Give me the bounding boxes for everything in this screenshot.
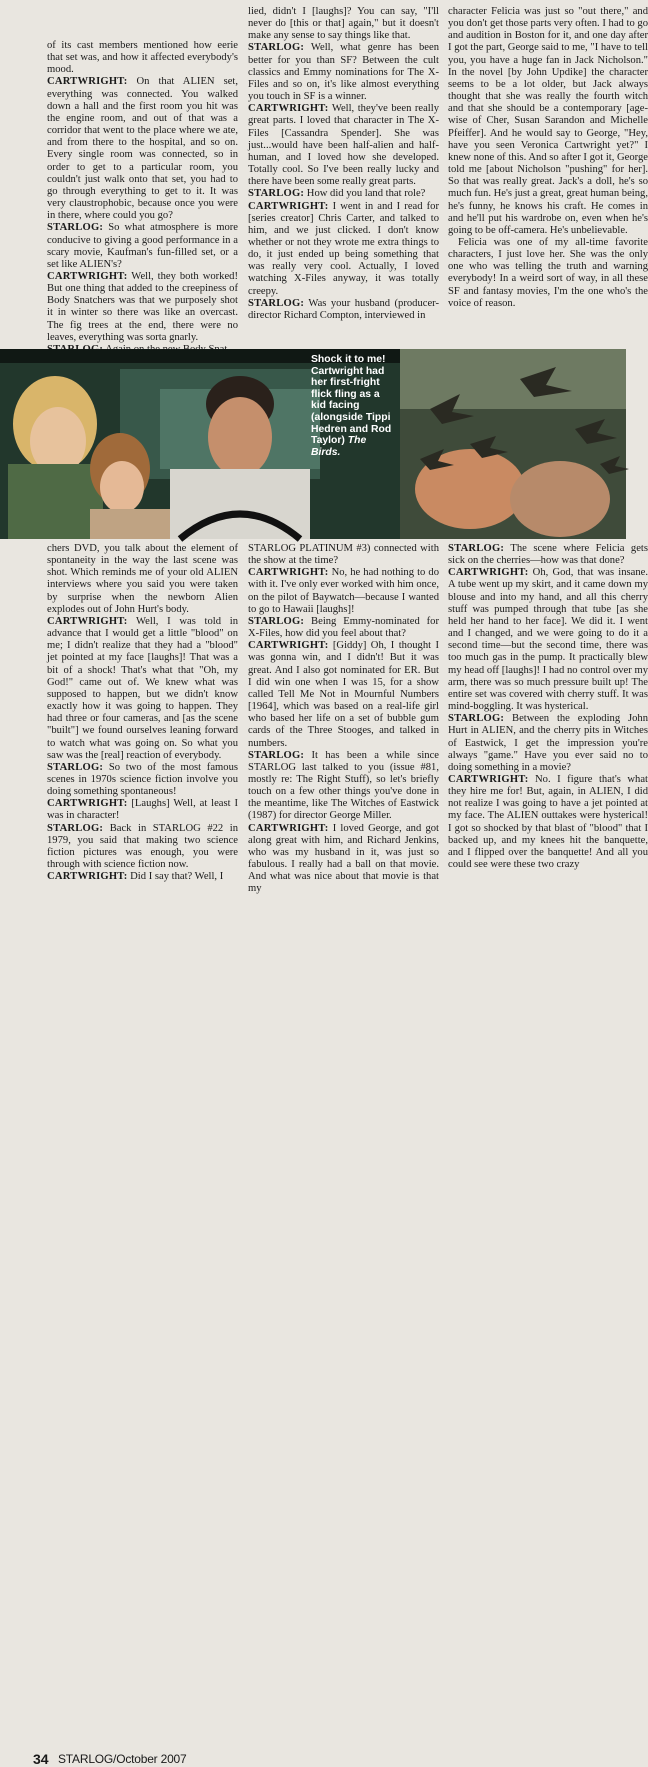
magazine-issue: STARLOG/October 2007 <box>58 1752 187 1766</box>
speaker-label: STARLOG: <box>248 42 305 54</box>
interview-paragraph <box>47 616 238 762</box>
speaker-label: CARTWRIGHT: <box>448 567 529 579</box>
speaker-label: CARTWRIGHT: <box>248 822 329 834</box>
speaker-label: STARLOG: <box>248 749 305 761</box>
body-paragraph <box>248 6 439 42</box>
speaker-label: STARLOG: <box>448 543 505 554</box>
paragraph-text: Being Emmy-nominated for X-Files, how did you feel about that? <box>248 615 439 640</box>
interview-paragraph <box>248 201 439 298</box>
speaker-label: CARTWRIGHT: <box>448 773 529 785</box>
speaker-label: STARLOG: <box>248 615 305 627</box>
interview-paragraph <box>448 543 648 567</box>
interview-paragraph <box>47 222 238 271</box>
page-footer <box>0 872 626 1767</box>
speaker-label: CARTWRIGHT: <box>248 103 329 115</box>
speaker-label: CARTWRIGHT: <box>47 76 128 88</box>
interview-paragraph <box>248 42 439 103</box>
paragraph-text: Well, what genre has been better for you than SF? Between the cult classics and Emmy nominations for The X-Files and so on, it's like almost everything you touch in SF is a winner. <box>248 42 439 103</box>
speaker-label: STARLOG: <box>448 713 505 725</box>
paragraph-text: Back in STARLOG #22 in 1979, you said that making two science fiction pictures was enough, you were through with science fiction now. <box>47 822 238 871</box>
interview-paragraph <box>448 713 648 774</box>
paragraph-text: STARLOG PLATINUM #3) connected with the show at the time? <box>248 543 439 567</box>
paragraph-text: Between the exploding John Hurt in ALIEN, and the cherry pits in Witches of Eastwick, I get the impression you're always "game." Have you ever said no to doing something in a movie? <box>448 713 648 773</box>
body-paragraph <box>47 543 238 616</box>
interview-paragraph <box>448 567 648 713</box>
paragraph-text: [Laughs] Well, at least I was in character! <box>47 798 238 822</box>
paragraph-text: character Felicia was just so "out there," and you don't get those parts very often. I had to go and audition in Boston for it, and one day after I got the part, George said to me, "I have to tell you, you have a huge fan in Jack Nicholson." In the novel [by John Updike] the character seems to be a lot older, but Jack always thought that she was really the fourth witch and that she should be a contemporary [age-wise of Cher, Susan Sarandon and Michelle Pfeiffer]. And he would say to George, "Hey, have you seen Veronica Cartwright yet?" I knew none of this. And so after I got it, George told me [about Nicholson "pushing" for her]. So that was really great. Jack's a doll, he's so much fun. He's just a great, great human being, he's funny, he knows his craft. He comes in and he'll put his wardrobe on, even when he's going to be off-camera. He's unbelievable. <box>448 6 648 236</box>
paragraph-text: The scene where Felicia gets sick on the cherries—how was that done? <box>448 543 648 567</box>
speaker-label: STARLOG: <box>248 188 305 200</box>
body-paragraph <box>448 6 648 237</box>
paragraph-text: Well, they both worked! But one thing that added to the creepiness of Body Snatchers was that we purposely shot it in winter so there was like an overcast. The fig trees at the end, there were no leaves, everything was sorta gnarly. <box>47 270 238 343</box>
interview-paragraph <box>248 640 439 749</box>
paragraph-text: Oh, God, that was insane. A tube went up my skirt, and it came down my blouse and into my hand, and all this cherry stuff was pumped through that tube [as she held her hand to her face]. We did it. I went and I changed, and we were going to do it a second time—but the second time, there was too much gas in the pump. It practically blew my head off [laughs]! I had no control over my arm, there was so much pressure built up! The entire set was covered with cherry stuff. It was mind-boggling. It was hysterical. <box>448 567 648 713</box>
paragraph-text: chers DVD, you talk about the element of spontaneity in the way the last scene was shot. Which reminds me of your old ALIEN interviews where you said you were taken by surprise when the newborn Alien explodes out of John Hurt's body. <box>47 543 238 615</box>
photo-caption <box>311 354 393 458</box>
paragraph-text: So what atmosphere is more conducive to giving a good performance in a scary movie, Kaufman's fun-filled set, or a set like ALIEN's? <box>47 222 238 270</box>
paragraph-text: Did I say that? Well, I <box>127 871 224 883</box>
interview-paragraph <box>248 103 439 188</box>
interview-paragraph <box>47 76 238 222</box>
paragraph-text: Felicia was one of my all-time favorite characters, I just love her. She was the only one who was telling the truth and warning everybody! In a weird sort of way, in all these SF and fantasy movies, I'm the one who's the voice of reason. <box>448 236 648 309</box>
interview-paragraph <box>248 616 439 640</box>
speaker-label: STARLOG: <box>47 761 104 773</box>
paragraph-text: Well, I was told in advance that I would get a little "blood" on me; I didn't realize that they had a "blood" jet pointed at my face [laughs]! That was a bit of a shock! That's what that "Oh, my God!" came out of. We knew what was supposed to happen, but we didn't know exactly how it was going to happen. They had three or four cameras, and [as the scene "built"] we found ourselves leaning forward to watch what was going on. So what you saw was the [real] reaction of everybody. <box>47 615 238 761</box>
paragraph-text: No. I figure that's what they hire me for! But, again, in ALIEN, I did not realize I was going to have a jet pointed at my face. The ALIEN outtakes were hysterical! I got so shocked by that blast of "blood" that I backed up, and my knees hit the banquette, and I flipped over the banquette! And all you could see were these two crazy <box>448 773 648 871</box>
speaker-label: CARTWRIGHT: <box>248 567 329 579</box>
paragraph-text: Well, they've been really great parts. I loved that character in The X-Files [Cassandra Spender]. She was just...would have been half-alien and half-human, and I loved how she developed. Totally cool. So I've been really lucky and there have been some really great parts. <box>248 103 439 188</box>
paragraph-text: No, he had nothing to do with it. I've only ever worked with him once, on the pilot of Baywatch—because I wanted to go to Hawaii [laughs]! <box>248 567 439 615</box>
paragraph-text: On that ALIEN set, everything was connected. You walked down a hall and the first room you hit was the engine room, and out of that was a corridor that went to the place where we ate, and from there to the hospital, and so on. Every single room was connected, so in order to get to a particular room, you couldn't just walk onto that set, you had to go through everything to get to it. It was very claustrophobic, because once you were in there, where could you go? <box>47 76 238 222</box>
caption-text: Shock it to me! Cartwright had her first-fright flick fling as a kid facing (alongside Tippi Hedren and Rod Taylor) <box>311 354 392 447</box>
paragraph-text: I went in and I read for [series creator] Chris Carter, and talked to him, and we just clicked. I don't know whether or not they wrote me extra things to do, it just ended up being something that was really very cool. Actually, I loved watching X-Files anyway, it was totally creepy. <box>248 200 439 297</box>
speaker-label: CARTWRIGHT: <box>248 640 329 652</box>
paragraph-text: of its cast members mentioned how eerie that set was, and how it affected everybody's mood. <box>47 40 238 76</box>
speaker-label: CARTWRIGHT: <box>47 615 128 627</box>
body-paragraph <box>47 40 238 76</box>
interview-paragraph <box>248 188 439 200</box>
paragraph-text: [Giddy] Oh, I thought I was gonna win, and I didn't! But it was great. And I also got nominated for ER. But I did win one when I was 15, for a show called Tell Me Not in Mournful Numbers [1964], which was based on a real-life girl who based her life on a set of bubble gum cards of the Three Stooges, and talked in numbers. <box>248 640 439 749</box>
interview-paragraph <box>47 271 238 344</box>
paragraph-text: Was your husband (producer-director Richard Compton, interviewed in <box>248 297 439 321</box>
paragraph-text: lied, didn't I [laughs]? You can say, "I'll never do [this or that] again," but it doesn't make any sense to say things like that. <box>248 6 439 42</box>
speaker-label: CARTWRIGHT: <box>248 200 329 212</box>
interview-paragraph <box>47 823 238 872</box>
body-paragraph <box>248 543 439 567</box>
interview-paragraph <box>248 567 439 616</box>
body-paragraph <box>448 237 648 310</box>
caption-film-title: The Birds. <box>311 435 367 458</box>
paragraph-text: It has been a while since STARLOG last talked to you (issue #81, mostly re: The Right Stuff), so let's briefly touch on a few other things you've done in the meantime, like The Witches of Eastwick (1987) for director George Miller. <box>248 749 439 822</box>
bottom-column-1 <box>47 543 238 883</box>
top-column-3 <box>448 6 648 347</box>
interview-paragraph <box>248 298 439 322</box>
top-column-2 <box>248 6 439 347</box>
paragraph-text: How did you land that role? <box>304 188 426 200</box>
paragraph-text: I loved George, and got along great with him, and Richard Jenkins, who was my husband in it, was just so fabulous. I really had a ball on that movie. And what was nice about that movie is that my <box>248 822 439 895</box>
bottom-column-2 <box>248 543 439 895</box>
speaker-label: CARTWRIGHT: <box>47 798 128 810</box>
paragraph-text: So two of the most famous scenes in 1970s science fiction involve you doing something spontaneous! <box>47 761 238 798</box>
speaker-label: CARTWRIGHT: <box>47 871 128 883</box>
interview-paragraph <box>448 774 648 871</box>
speaker-label: CARTWRIGHT: <box>47 270 128 282</box>
interview-paragraph <box>47 762 238 798</box>
speaker-label: STARLOG: <box>248 297 305 309</box>
interview-paragraph <box>47 798 238 822</box>
interview-paragraph <box>248 750 439 823</box>
speaker-label: STARLOG: <box>47 222 104 234</box>
bottom-column-3 <box>448 543 648 871</box>
page-number: 34 <box>33 1751 49 1767</box>
top-column-1 <box>47 40 238 347</box>
speaker-label: STARLOG: <box>47 822 104 834</box>
